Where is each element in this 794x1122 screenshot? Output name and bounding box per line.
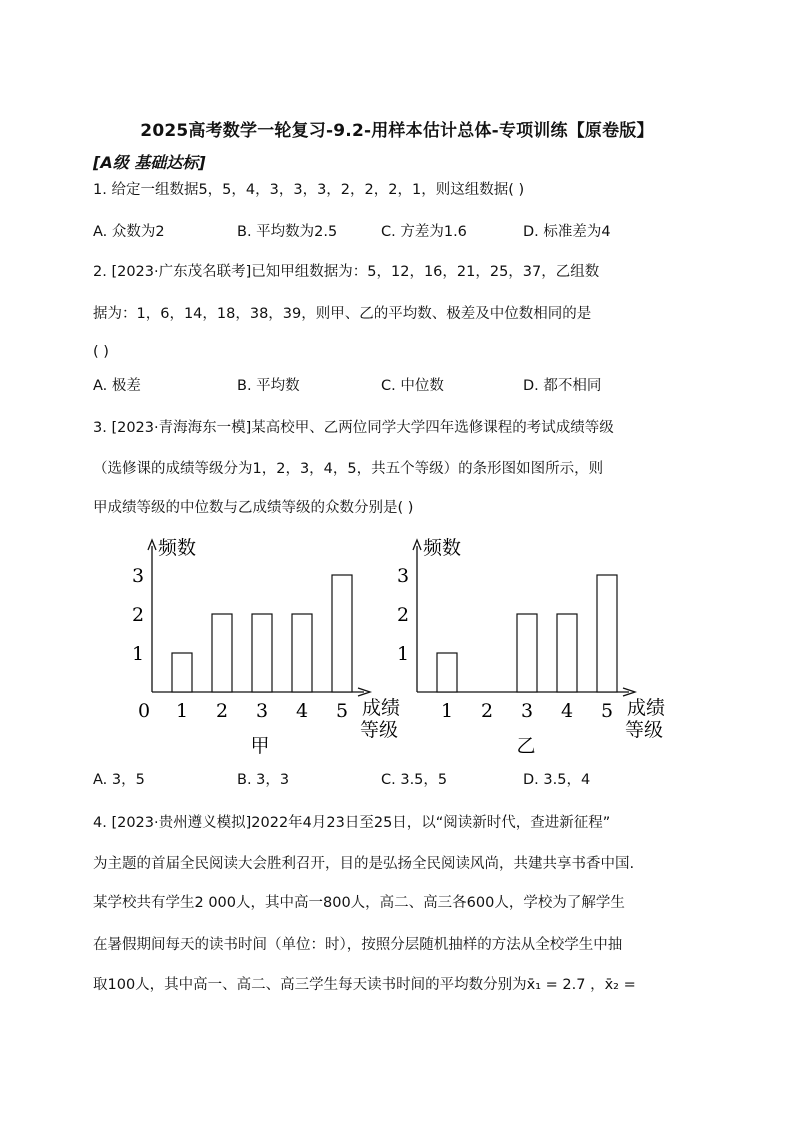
x-tick-label: 4 [560, 700, 574, 722]
chart-title: 乙 [516, 735, 536, 757]
y-tick-label: 2 [131, 604, 145, 626]
x-tick-label: 3 [520, 700, 534, 722]
y-tick-label: 1 [396, 643, 410, 665]
x-axis-label-line-1: 成绩 [362, 697, 401, 719]
bar-4 [557, 614, 577, 692]
q1-option-a: A. 众数为2 [93, 224, 165, 240]
q3-option-a: A. 3，5 [93, 772, 145, 788]
q3-option-c: C. 3.5，5 [381, 772, 448, 788]
bar-1 [172, 653, 192, 692]
q2-option-d: D. 都不相同 [523, 378, 602, 394]
question-1-stem: 1. 给定一组数据5，5，4，3，3，3，2，2，2，1，则这组数据( ) [93, 182, 525, 198]
question-4-line-3: 某学校共有学生2 000人，其中高一800人，高二、高三各600人，学校为了解学生 [93, 895, 625, 911]
y-axis-label: 频数 [158, 537, 197, 559]
bar-3 [517, 614, 537, 692]
q3-option-b: B. 3，3 [237, 772, 290, 788]
y-tick-label: 3 [131, 565, 145, 587]
bar-1 [437, 653, 457, 692]
q3-option-d: D. 3.5，4 [523, 772, 591, 788]
q1-option-b: B. 平均数为2.5 [237, 224, 338, 240]
x-tick-label: 3 [255, 700, 269, 722]
x-tick-label: 2 [215, 700, 229, 722]
question-2-line-2: 据为：1，6，14，18，38，39，则甲、乙的平均数、极差及中位数相同的是 [93, 306, 592, 322]
chart-title: 甲 [250, 735, 270, 757]
question-2-line-1: 2. [2023·广东茂名联考]已知甲组数据为：5，12，16，21，25，37，乙组数 [93, 264, 600, 280]
x-tick-label: 4 [295, 700, 309, 722]
x-axis-label-line-2: 等级 [625, 719, 664, 741]
question-2-line-3: ( ) [93, 344, 109, 360]
bar-3 [252, 614, 272, 692]
x-axis-label-line-1: 成绩 [627, 697, 666, 719]
x-tick-label: 1 [440, 700, 454, 722]
question-3-line-1: 3. [2023·青海海东一模]某高校甲、乙两位同学大学四年选修课程的考试成绩等级 [93, 420, 614, 436]
q2-option-c: C. 中位数 [381, 378, 444, 394]
x-tick-label: 5 [600, 700, 614, 722]
question-3-line-2: （选修课的成绩等级分为1，2，3，4，5，共五个等级）的条形图如图所示，则 [93, 461, 604, 477]
q2-option-b: B. 平均数 [237, 378, 300, 394]
bar-5 [332, 575, 352, 692]
bar-chart-yi [395, 530, 685, 760]
x-tick-label: 1 [175, 700, 189, 722]
y-tick-label: 3 [396, 565, 410, 587]
q2-option-a: A. 极差 [93, 378, 141, 394]
bar-4 [292, 614, 312, 692]
q1-option-c: C. 方差为1.6 [381, 224, 467, 240]
question-3-line-3: 甲成绩等级的中位数与乙成绩等级的众数分别是( ) [93, 500, 414, 516]
y-axis-label: 频数 [423, 537, 462, 559]
page-title: 2025高考数学一轮复习-9.2-用样本估计总体-专项训练【原卷版】 [140, 121, 654, 141]
x-tick-label: 2 [480, 700, 494, 722]
y-tick-label: 1 [131, 643, 145, 665]
question-4-line-2: 为主题的首届全民阅读大会胜利召开，目的是弘扬全民阅读风尚，共建共享书香中国. [93, 856, 635, 872]
x-tick-label: 5 [335, 700, 349, 722]
question-4-line-4: 在暑假期间每天的读书时间（单位：时），按照分层随机抽样的方法从全校学生中抽 [93, 937, 623, 953]
bar-2 [212, 614, 232, 692]
y-tick-label: 2 [396, 604, 410, 626]
question-4-line-1: 4. [2023·贵州遵义模拟]2022年4月23日至25日，以“阅读新时代，查进新征程” [93, 815, 611, 831]
section-heading: [A级 基础达标] [93, 153, 206, 172]
q1-option-d: D. 标准差为4 [523, 224, 611, 240]
x-axis-label-line-2: 等级 [360, 719, 399, 741]
question-4-line-5: 取100人，其中高一、高二、高三学生每天读书时间的平均数分别为x̄₁ = 2.7 ，x̄₂ = [93, 977, 636, 993]
bar-chart-jia [130, 530, 420, 760]
origin-label: 0 [137, 700, 151, 722]
bar-5 [597, 575, 617, 692]
